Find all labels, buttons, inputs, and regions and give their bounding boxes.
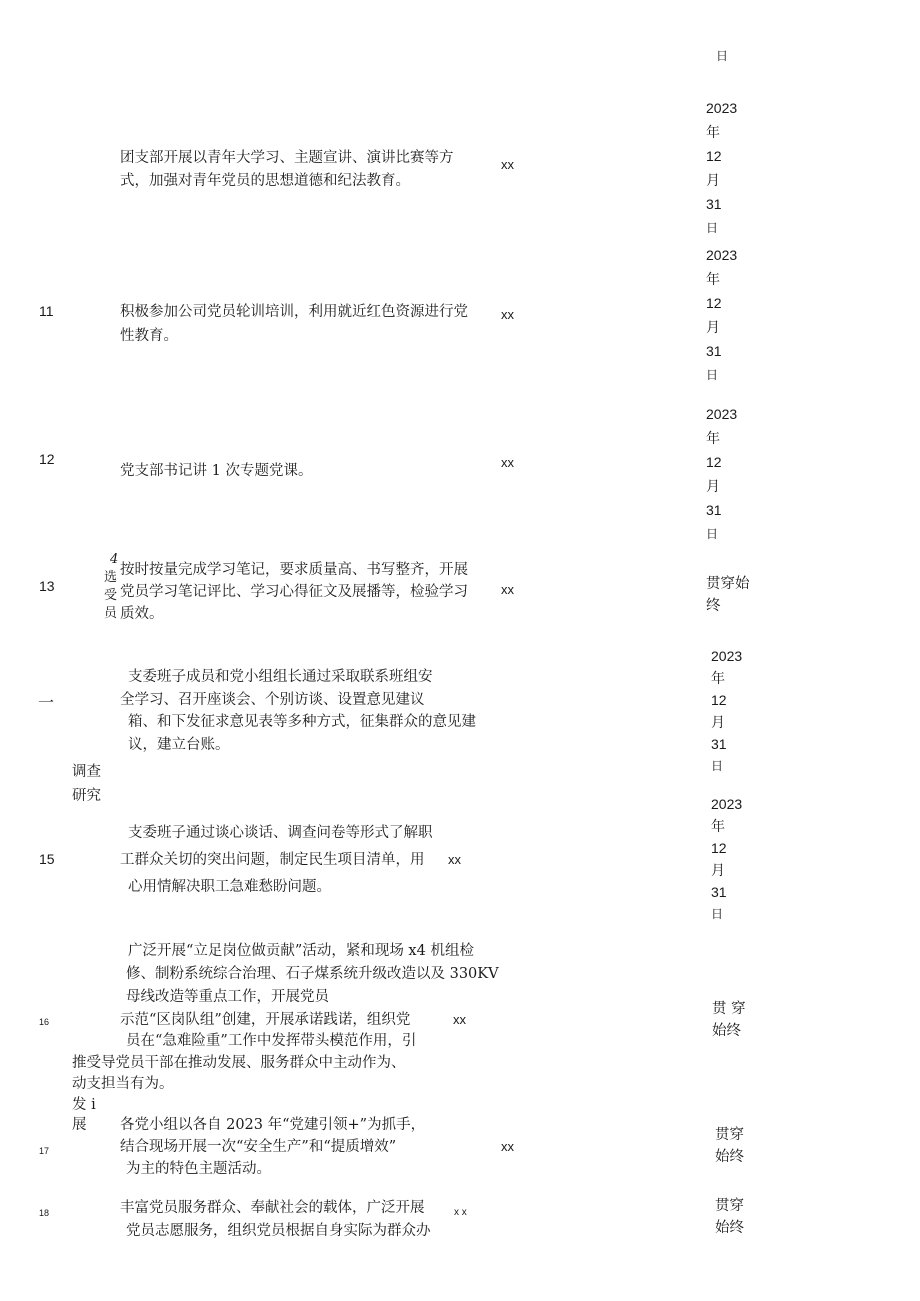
category-label: 选 受 员: [104, 570, 118, 621]
date-day-top: 日: [716, 49, 729, 63]
row-date: 2023 年 12 月 31 日: [706, 247, 738, 382]
row-text-line: 员在“急难险重”工作中发挥带头模范作用，引: [126, 1033, 417, 1049]
row-text-line: 党支部书记讲 1 次专题党课。: [120, 463, 313, 479]
row-number: 18: [39, 1208, 50, 1218]
row-text-line: 工群众关切的突出问题，制定民生项目清单，用: [120, 852, 425, 868]
row-date: 贯 穿 始终: [712, 1001, 746, 1039]
row-text-line: 支委班子通过谈心谈话、调查问卷等形式了解职: [128, 825, 433, 841]
row-text-line: 动支担当有为。: [72, 1076, 174, 1092]
row-date: 2023 年 12 月 31 日: [706, 100, 738, 235]
row-date: 2023 年 12 月 31 日: [706, 406, 738, 541]
row-text-line: 各党小组以各自 2023 年“党建引领+”为抓手，: [120, 1117, 426, 1133]
row-text-line: 党员学习笔记评比、学习心得征文及展播等，检验学习: [120, 584, 468, 600]
row-number: 13: [39, 578, 55, 594]
row-text-line: 丰富党员服务群众、奉献社会的载体，广泛开展: [120, 1200, 425, 1216]
row-date: 贯穿始 终: [706, 576, 750, 614]
row-text-line: 议，建立台账。: [128, 737, 230, 753]
row-text-line: 心用情解决职工急难愁盼问题。: [128, 879, 331, 895]
row-number: 17: [39, 1146, 50, 1156]
category-label: 调查 研究: [72, 764, 101, 804]
row-date: 2023 年 12 月 31 日: [711, 648, 743, 773]
row-date: 贯穿 始终: [715, 1127, 744, 1165]
row-text-line: 式，加强对青年党员的思想道德和纪法教育。: [120, 173, 410, 189]
row-text-line: 结合现场开展一次“安全生产”和“提质增效”: [120, 1139, 397, 1155]
row-owner: xx: [501, 455, 514, 470]
row-owner: xx: [501, 157, 514, 172]
row-text-line: 性教育。: [120, 328, 178, 344]
row-text-line: 党员志愿服务，组织党员根据自身实际为群众办: [126, 1223, 431, 1239]
row-text-line: 母线改造等重点工作，开展党员: [126, 989, 329, 1005]
row-owner: xx: [501, 307, 514, 322]
row-text-line: 推受导党员干部在推动发展、服务群众中主动作为、: [72, 1055, 406, 1071]
row-number: 15: [39, 851, 55, 867]
row-text-line: 全学习、召开座谈会、个别访谈、设置意见建议: [120, 692, 425, 708]
row-number: 16: [39, 1017, 50, 1027]
row-text-line: 质效。: [120, 606, 164, 622]
row-text-line: 团支部开展以青年大学习、主题宣讲、演讲比赛等方: [120, 150, 454, 166]
row-owner: xx: [453, 1012, 466, 1027]
row-date: 2023 年 12 月 31 日: [711, 796, 743, 921]
row-owner: xx: [448, 852, 461, 867]
row-number: 11: [39, 303, 54, 319]
row-text-line: 示范“区岗队组”创建，开展承诺践诺，组织党: [120, 1012, 411, 1028]
row-text-line: 积极参加公司党员轮训培训，利用就近红色资源进行党: [120, 304, 468, 320]
row-owner: xx: [501, 582, 514, 597]
category-label: 4: [110, 552, 119, 567]
row-text-line: 按时按量完成学习笔记，要求质量高、书写整齐，开展: [120, 562, 468, 578]
row-text-line: 广泛开展“立足岗位做贡献”活动，紧和现场 x4 机组检: [128, 943, 474, 959]
row-text-line: 支委班子成员和党小组组长通过采取联系班组安: [128, 669, 433, 685]
row-owner: x x: [454, 1207, 467, 1218]
row-number: 12: [39, 451, 55, 467]
row-owner: xx: [501, 1139, 514, 1154]
row-number: 一: [38, 695, 55, 712]
row-date: 贯穿 始终: [715, 1198, 744, 1236]
row-text-line: 箱、和下发征求意见表等多种方式，征集群众的意见建: [128, 714, 476, 730]
row-text-line: 为主的特色主题活动。: [126, 1161, 271, 1177]
category-label: 发 i 展: [72, 1097, 96, 1133]
row-text-line: 修、制粉系统综合治理、石子煤系统升级改造以及 330KV: [126, 966, 499, 982]
